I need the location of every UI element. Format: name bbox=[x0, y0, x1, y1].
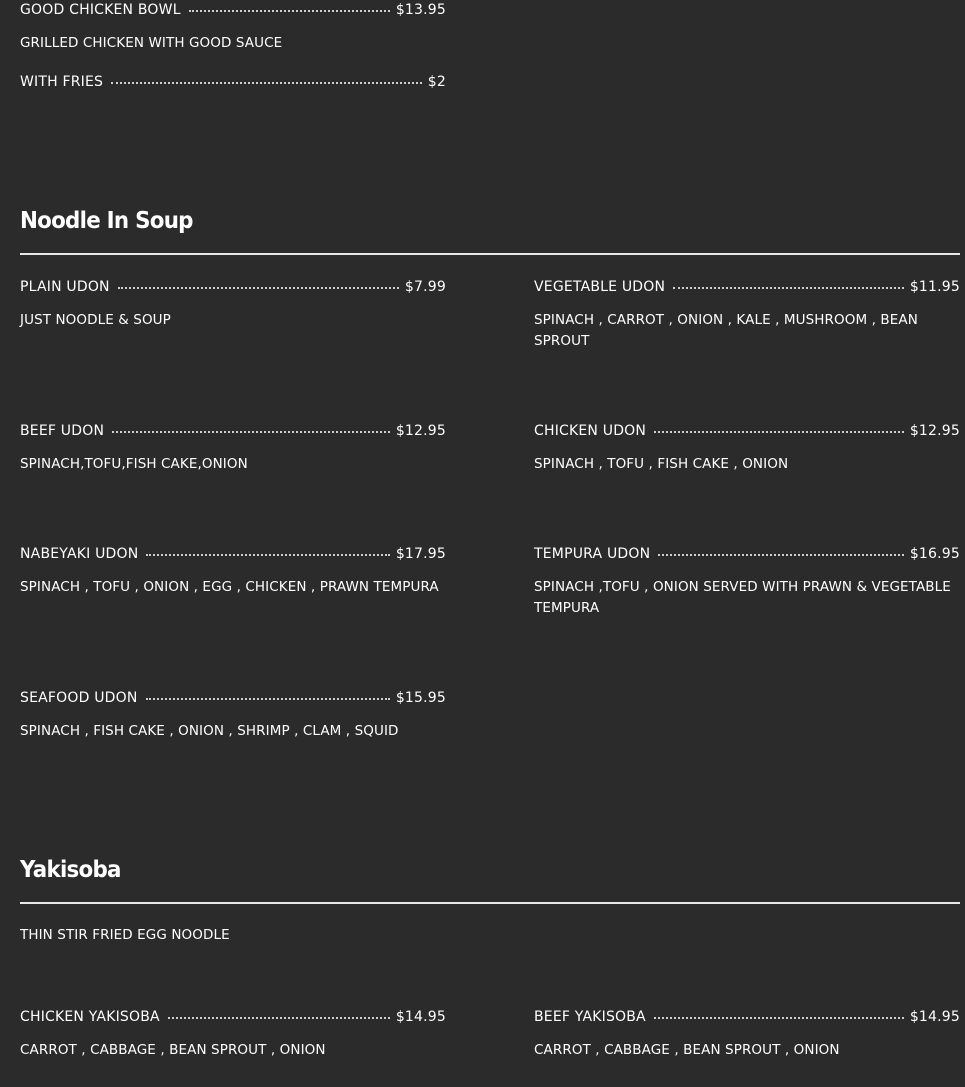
section-title-noodle-in-soup: Noodle In Soup bbox=[20, 208, 193, 234]
item-name: CHICKEN YAKISOBA bbox=[20, 1009, 160, 1025]
dot-leader bbox=[146, 698, 390, 700]
item-name: BEEF UDON bbox=[20, 423, 105, 439]
item-description: SPINACH , CARROT , ONION , KALE , MUSHROOM , BEAN SPROUT bbox=[534, 312, 918, 349]
item-price: $15.95 bbox=[395, 690, 446, 706]
item-name: PLAIN UDON bbox=[20, 279, 110, 295]
item-description: SPINACH , FISH CAKE , ONION , SHRIMP , CLAM , SQUID bbox=[20, 723, 399, 739]
item-description: GRILLED CHICKEN WITH GOOD SAUCE bbox=[20, 35, 283, 51]
item-price: $11.95 bbox=[909, 279, 960, 295]
item-name: VEGETABLE UDON bbox=[534, 279, 666, 295]
dot-leader bbox=[189, 10, 390, 12]
dot-leader bbox=[118, 287, 399, 289]
dot-leader bbox=[673, 287, 904, 289]
item-description: CARROT , CABBAGE , BEAN SPROUT , ONION bbox=[534, 1042, 840, 1058]
menu-item-beef-udon bbox=[20, 421, 446, 441]
item-name: TEMPURA UDON bbox=[534, 546, 651, 562]
menu-item-seafood-udon bbox=[20, 688, 446, 708]
item-price: $13.95 bbox=[395, 2, 446, 18]
item-price: $12.95 bbox=[395, 423, 446, 439]
menu-item-good-chicken-bowl bbox=[20, 0, 446, 20]
item-description: JUST NOODLE & SOUP bbox=[20, 312, 171, 328]
item-price: $2 bbox=[427, 74, 446, 90]
item-description: SPINACH , TOFU , ONION , EGG , CHICKEN , PRAWN TEMPURA bbox=[20, 579, 439, 595]
item-price: $14.95 bbox=[395, 1009, 446, 1025]
menu-item-nabeyaki-udon bbox=[20, 544, 446, 564]
item-name: NABEYAKI UDON bbox=[20, 546, 139, 562]
item-description: SPINACH ,TOFU , ONION SERVED WITH PRAWN & VEGETABLE TEMPURA bbox=[534, 579, 951, 616]
item-description: SPINACH , TOFU , FISH CAKE , ONION bbox=[534, 456, 789, 472]
item-price: $7.99 bbox=[404, 279, 446, 295]
dot-leader bbox=[111, 82, 422, 84]
item-name: GOOD CHICKEN BOWL bbox=[20, 2, 181, 18]
item-price: $17.95 bbox=[395, 546, 446, 562]
dot-leader bbox=[146, 554, 389, 556]
dot-leader bbox=[168, 1017, 390, 1019]
dot-leader bbox=[654, 431, 904, 433]
menu-item-with-fries bbox=[20, 72, 446, 92]
section-divider bbox=[20, 902, 960, 904]
item-name: WITH FRIES bbox=[20, 74, 104, 90]
item-description: CARROT , CABBAGE , BEAN SPROUT , ONION bbox=[20, 1042, 326, 1058]
section-title-yakisoba: Yakisoba bbox=[20, 857, 121, 883]
dot-leader bbox=[654, 1017, 904, 1019]
menu-item-chicken-yakisoba bbox=[20, 1007, 446, 1027]
item-price: $14.95 bbox=[909, 1009, 960, 1025]
item-name: SEAFOOD UDON bbox=[20, 690, 138, 706]
dot-leader bbox=[658, 554, 904, 556]
section-divider bbox=[20, 253, 960, 255]
item-name: CHICKEN UDON bbox=[534, 423, 647, 439]
item-price: $12.95 bbox=[909, 423, 960, 439]
section-description: THIN STIR FRIED EGG NOODLE bbox=[20, 927, 230, 943]
item-price: $16.95 bbox=[909, 546, 960, 562]
menu-item-vegetable-udon bbox=[534, 277, 960, 297]
menu-item-chicken-udon bbox=[534, 421, 960, 441]
menu-item-plain-udon bbox=[20, 277, 446, 297]
item-name: BEEF YAKISOBA bbox=[534, 1009, 646, 1025]
dot-leader bbox=[112, 431, 390, 433]
menu-item-tempura-udon bbox=[534, 544, 960, 564]
item-description: SPINACH,TOFU,FISH CAKE,ONION bbox=[20, 456, 248, 472]
menu-item-beef-yakisoba bbox=[534, 1007, 960, 1027]
